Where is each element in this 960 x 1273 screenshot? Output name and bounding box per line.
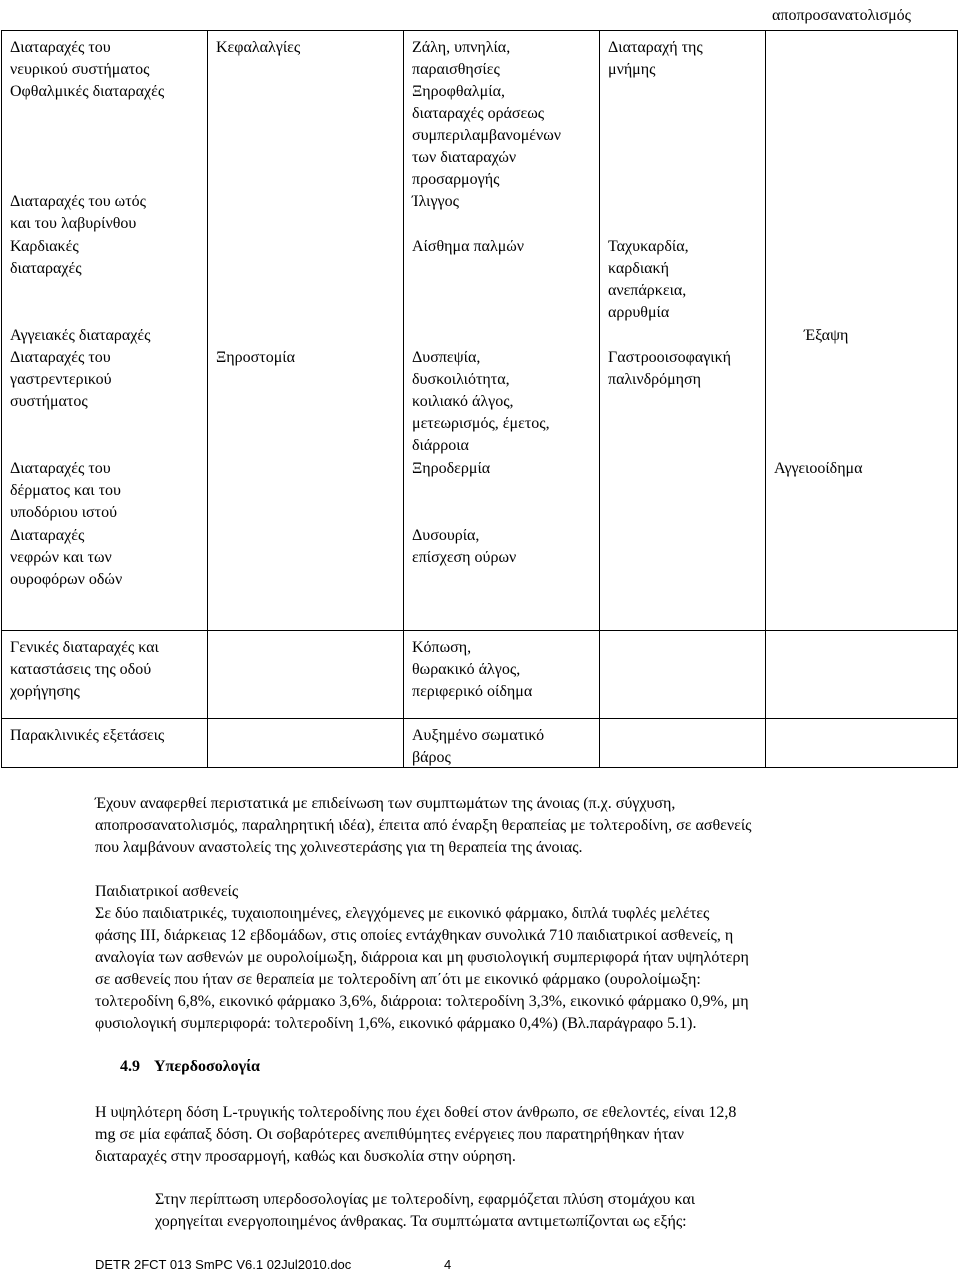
footer-page-number: 4 (444, 1257, 452, 1272)
soc-nervous-system: Διαταραχές του νευρικού συστήματος (10, 39, 150, 78)
table-border-col3 (599, 30, 600, 768)
section-number: 4.9 (120, 1058, 140, 1075)
soc-cardiac: Καρδιακές διαταραχές (10, 238, 82, 277)
soc-renal: Διαταραχές νεφρών και των ουροφόρων οδών (10, 527, 123, 588)
table-row-divider (1, 718, 958, 719)
c-dry-eye: Ξηροφθαλμία, διαταραχές οράσεως συμπεριλαμβανομένων των διαταραχών προσαρμογής (412, 83, 561, 188)
section-title: Υπερδοσολογία (154, 1058, 260, 1075)
pediatric-heading: Παιδιατρικοί ασθενείς (95, 883, 239, 900)
vc-dry-mouth: Ξηροστομία (216, 349, 295, 366)
table-row-divider (1, 630, 958, 631)
table-border-col4 (765, 30, 766, 768)
c-weight: Αυξημένο σωματικό βάρος (412, 727, 545, 766)
unk-angioedema: Αγγειοοίδημα (774, 460, 863, 477)
c-dysuria: Δυσουρία, επίσχεση ούρων (412, 527, 517, 566)
pediatric-body: Σε δύο παιδιατρικές, τυχαιοποιημένες, ελεγχόμενες με εικονικό φάρμακο, διπλά τυφλές μελέτες φάσης ΙΙΙ, διάρκειας 12 εβδομάδων, στις οποίες εντάχθηκαν συνολικά 710 παιδιατρικοί ασθενείς, η αναλογία των ασθενών με ουρολοίμωξη, διάρροια και μη φυσιολογική συμπεριφορά ήταν υψηλότερη σε ασθενείς που ήταν σε θεραπεία με τολτεροδίνη απ΄ότι με εικονικό φάρμακο (ουρολοίμωξη: τολτεροδίνη 6,8%, εικονικό φάρμακο 3,6%, διάρροια: τολτεροδίνη 3,3%, εικονικό φάρμακο 0,9%, μη φυσιολογική συμπεριφορά: τολτεροδίνη 1,6%, εικονικό φάρμακο 0,4%) (Βλ.παράγραφο 5.1). (95, 905, 749, 1032)
soc-ear: Διαταραχές του ωτός και του λαβυρίνθου (10, 193, 146, 232)
c-dyspepsia: Δυσπεψία, δυσκοιλιότητα, κοιλιακό άλγος, μετεωρισμός, έμετος, διάρροια (412, 349, 550, 454)
table-border-col2 (403, 30, 404, 768)
u-tachycardia: Ταχυκαρδία, καρδιακή ανεπάρκεια, αρρυθμία (608, 238, 689, 321)
u-memory: Διαταραχή της μνήμης (608, 39, 703, 78)
soc-vascular: Αγγειακές διαταραχές (10, 327, 151, 344)
unk-flushing: Έξαψη (804, 327, 849, 344)
c-dizziness: Ζάλη, υπνηλία, παραισθησίες (412, 39, 511, 78)
c-fatigue: Κόπωση, θωρακικό άλγος, περιφερικό οίδημα (412, 639, 533, 700)
dementia-note: Έχουν αναφερθεί περιστατικά με επιδείνωση των συμπτωμάτων της άνοιας (π.χ. σύγχυση, αποπροσανατολισμός, παραληρητική ιδέα), έπειτα από έναρξη θεραπείας με τολτεροδίνη, σε ασθενείς που λαμβάνουν αναστολείς της χολινεστεράσης για τη θεραπεία της άνοιας. (95, 795, 752, 856)
table-border-top (1, 30, 958, 31)
soc-general: Γενικές διαταραχές και καταστάσεις της οδού χορήγησης (10, 639, 159, 700)
c-vertigo: Ίλιγγος (412, 193, 459, 210)
c-dry-skin: Ξηροδερμία (412, 460, 491, 477)
table-border-right (957, 30, 958, 768)
overflow-term: αποπροσανατολισμός (772, 7, 911, 24)
soc-skin: Διαταραχές του δέρματος και του υποδόριου ιστού (10, 460, 121, 521)
overdose-paragraph-1: Η υψηλότερη δόση L-τρυγικής τολτεροδίνης που έχει δοθεί στον άνθρωπο, σε εθελοντές, είναι 12,8 mg σε μία εφάπαξ δόση. Οι σοβαρότερες ανεπιθύμητες ενέργειες που παρατηρήθηκαν ήταν διαταραχές στην προσαρμογή, καθώς και δυσκολία στην ούρηση. (95, 1104, 737, 1165)
vc-headache: Κεφαλαλγίες (216, 39, 301, 56)
soc-eye: Οφθαλμικές διαταραχές (10, 83, 165, 100)
table-border-col1 (207, 30, 208, 768)
u-gerd: Γαστροοισοφαγική παλινδρόμηση (608, 349, 732, 388)
soc-gastrointestinal: Διαταραχές του γαστρεντερικού συστήματος (10, 349, 112, 410)
overdose-paragraph-2: Στην περίπτωση υπερδοσολογίας με τολτεροδίνη, εφαρμόζεται πλύση στομάχου και χορηγείται ενεργοποιημένος άνθρακας. Τα συμπτώματα αντιμετωπίζονται ως εξής: (155, 1191, 696, 1230)
soc-investigations: Παρακλινικές εξετάσεις (10, 727, 165, 744)
c-palpitations: Αίσθημα παλμών (412, 238, 525, 255)
footer-doc-id: DETR 2FCT 013 SmPC V6.1 02Jul2010.doc (95, 1257, 352, 1272)
table-border-left (1, 30, 2, 768)
